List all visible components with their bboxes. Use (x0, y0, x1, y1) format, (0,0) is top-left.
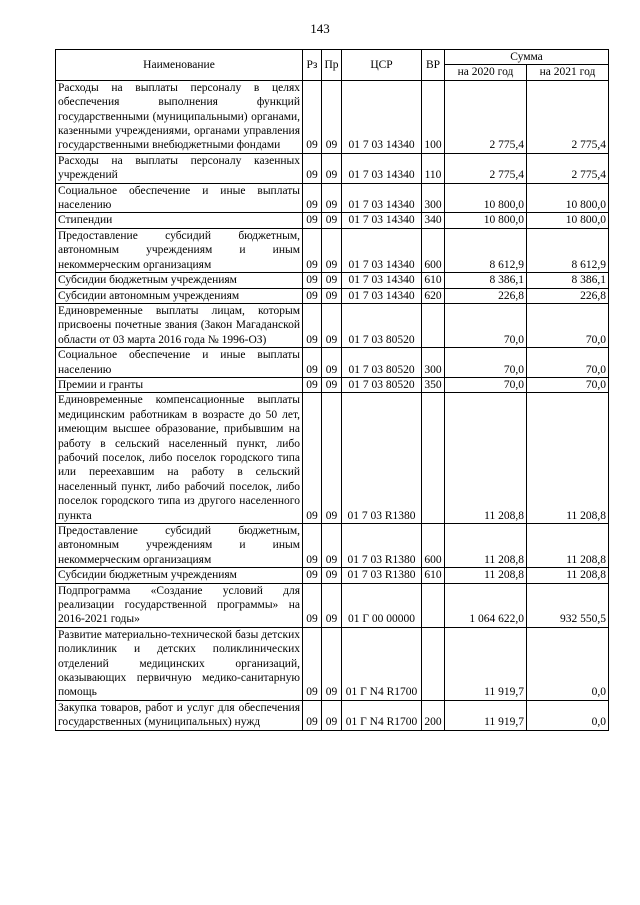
header-year-2021: на 2021 год (527, 65, 609, 80)
row-csr: 01 7 03 14340 (342, 288, 422, 303)
row-rz: 09 (303, 228, 322, 272)
row-sum-2020: 70,0 (445, 303, 527, 347)
row-sum-2021: 0,0 (527, 700, 609, 730)
table-row (56, 583, 609, 627)
row-vr: 300 (422, 183, 445, 213)
row-vr: 600 (422, 524, 445, 568)
row-vr: 600 (422, 228, 445, 272)
row-name: Социальное обеспечение и иные выплаты населению (56, 183, 303, 213)
table-row (56, 627, 609, 700)
row-sum-2021: 11 208,8 (527, 393, 609, 524)
row-csr: 01 7 03 R1380 (342, 393, 422, 524)
row-csr: 01 7 03 80520 (342, 303, 422, 347)
table-row (56, 153, 609, 183)
row-name: Социальное обеспечение и иные выплаты населению (56, 348, 303, 378)
header-year-2020: на 2020 год (445, 65, 527, 80)
row-rz: 09 (303, 273, 322, 288)
row-vr (422, 627, 445, 700)
row-name: Предоставление субсидий бюджетным, автономным учреждениям и иным некоммерческим организациям (56, 524, 303, 568)
row-rz: 09 (303, 583, 322, 627)
row-vr: 200 (422, 700, 445, 730)
row-sum-2021: 10 800,0 (527, 213, 609, 228)
row-name: Стипендии (56, 213, 303, 228)
header-name: Наименование (56, 50, 303, 81)
table-row (56, 568, 609, 583)
row-pr: 09 (322, 700, 342, 730)
row-rz: 09 (303, 183, 322, 213)
header-sum: Сумма (445, 50, 609, 65)
row-sum-2020: 70,0 (445, 348, 527, 378)
row-rz: 09 (303, 700, 322, 730)
row-name: Расходы на выплаты персоналу в целях обеспечения выполнения функций государственными (муниципальными) органами, казенными учреждениями, органами управления государственными внебюджетными фондами (56, 80, 303, 153)
row-vr: 610 (422, 568, 445, 583)
table-row (56, 288, 609, 303)
table-row (56, 377, 609, 392)
row-sum-2021: 70,0 (527, 377, 609, 392)
row-sum-2021: 0,0 (527, 627, 609, 700)
row-csr: 01 Г 00 00000 (342, 583, 422, 627)
row-pr: 09 (322, 524, 342, 568)
row-name: Единовременные компенсационные выплаты медицинским работникам в возрасте до 50 лет, имеющим высшее образование, прибывшим на работу в сельский населенный пункт, либо рабочий поселок, либо поселок городского типа или переехавшим на работу в сельский населенный пункт, либо рабочий поселок, либо поселок городского типа из другого населенного пункта (56, 393, 303, 524)
row-name: Предоставление субсидий бюджетным, автономным учреждениям и иным некоммерческим организациям (56, 228, 303, 272)
row-sum-2021: 8 612,9 (527, 228, 609, 272)
row-sum-2021: 226,8 (527, 288, 609, 303)
table-row (56, 700, 609, 730)
row-name: Подпрограмма «Создание условий для реализации государственной программы» на 2016-2021 годы» (56, 583, 303, 627)
row-sum-2020: 226,8 (445, 288, 527, 303)
row-sum-2021: 11 208,8 (527, 524, 609, 568)
row-pr: 09 (322, 303, 342, 347)
row-csr: 01 7 03 R1380 (342, 524, 422, 568)
row-csr: 01 7 03 14340 (342, 153, 422, 183)
row-vr: 100 (422, 80, 445, 153)
row-sum-2020: 1 064 622,0 (445, 583, 527, 627)
table-row (56, 348, 609, 378)
row-pr: 09 (322, 288, 342, 303)
row-csr: 01 7 03 14340 (342, 80, 422, 153)
header-pr: Пр (322, 50, 342, 81)
row-sum-2021: 70,0 (527, 348, 609, 378)
row-sum-2020: 10 800,0 (445, 213, 527, 228)
row-sum-2021: 70,0 (527, 303, 609, 347)
row-pr: 09 (322, 377, 342, 392)
row-pr: 09 (322, 153, 342, 183)
row-sum-2020: 11 208,8 (445, 568, 527, 583)
row-vr (422, 393, 445, 524)
row-csr: 01 7 03 14340 (342, 183, 422, 213)
row-sum-2020: 11 208,8 (445, 393, 527, 524)
row-vr: 620 (422, 288, 445, 303)
row-csr: 01 7 03 R1380 (342, 568, 422, 583)
row-sum-2020: 11 919,7 (445, 627, 527, 700)
row-pr: 09 (322, 568, 342, 583)
row-name: Премии и гранты (56, 377, 303, 392)
table-row (56, 228, 609, 272)
row-csr: 01 7 03 14340 (342, 213, 422, 228)
row-pr: 09 (322, 583, 342, 627)
row-sum-2021: 2 775,4 (527, 153, 609, 183)
row-rz: 09 (303, 213, 322, 228)
row-csr: 01 7 03 80520 (342, 348, 422, 378)
row-vr (422, 303, 445, 347)
row-name: Субсидии бюджетным учреждениям (56, 273, 303, 288)
table-row (56, 273, 609, 288)
budget-table (55, 49, 609, 731)
row-rz: 09 (303, 377, 322, 392)
row-sum-2020: 70,0 (445, 377, 527, 392)
row-rz: 09 (303, 348, 322, 378)
row-sum-2020: 2 775,4 (445, 80, 527, 153)
header-vr: ВР (422, 50, 445, 81)
header-rz: Рз (303, 50, 322, 81)
row-name: Развитие материально-технической базы детских поликлиник и детских поликлинических отделений медицинских организаций, оказывающих первичную медико-санитарную помощь (56, 627, 303, 700)
table-row (56, 393, 609, 524)
row-pr: 09 (322, 348, 342, 378)
row-rz: 09 (303, 524, 322, 568)
row-name: Субсидии автономным учреждениям (56, 288, 303, 303)
row-csr: 01 Г N4 R1700 (342, 627, 422, 700)
row-sum-2020: 10 800,0 (445, 183, 527, 213)
row-vr: 350 (422, 377, 445, 392)
row-pr: 09 (322, 183, 342, 213)
row-name: Расходы на выплаты персоналу казенных учреждений (56, 153, 303, 183)
row-sum-2020: 8 386,1 (445, 273, 527, 288)
row-csr: 01 7 03 14340 (342, 273, 422, 288)
row-sum-2021: 2 775,4 (527, 80, 609, 153)
row-rz: 09 (303, 393, 322, 524)
row-sum-2020: 8 612,9 (445, 228, 527, 272)
row-pr: 09 (322, 627, 342, 700)
row-rz: 09 (303, 303, 322, 347)
row-sum-2021: 10 800,0 (527, 183, 609, 213)
row-sum-2021: 11 208,8 (527, 568, 609, 583)
row-rz: 09 (303, 80, 322, 153)
table-row (56, 524, 609, 568)
row-pr: 09 (322, 228, 342, 272)
row-vr (422, 583, 445, 627)
row-rz: 09 (303, 627, 322, 700)
row-rz: 09 (303, 153, 322, 183)
row-name: Закупка товаров, работ и услуг для обеспечения государственных (муниципальных) нужд (56, 700, 303, 730)
row-vr: 610 (422, 273, 445, 288)
row-sum-2020: 11 919,7 (445, 700, 527, 730)
row-csr: 01 7 03 14340 (342, 228, 422, 272)
row-pr: 09 (322, 273, 342, 288)
table-row (56, 213, 609, 228)
row-pr: 09 (322, 80, 342, 153)
row-vr: 300 (422, 348, 445, 378)
row-sum-2020: 11 208,8 (445, 524, 527, 568)
row-sum-2021: 8 386,1 (527, 273, 609, 288)
header-csr: ЦСР (342, 50, 422, 81)
row-pr: 09 (322, 213, 342, 228)
row-rz: 09 (303, 288, 322, 303)
row-name: Субсидии бюджетным учреждениям (56, 568, 303, 583)
row-vr: 340 (422, 213, 445, 228)
row-vr: 110 (422, 153, 445, 183)
table-row (56, 80, 609, 153)
row-name: Единовременные выплаты лицам, которым присвоены почетные звания (Закон Магаданской области от 03 марта 2016 года № 1996-ОЗ) (56, 303, 303, 347)
table-row (56, 183, 609, 213)
row-sum-2020: 2 775,4 (445, 153, 527, 183)
row-rz: 09 (303, 568, 322, 583)
row-pr: 09 (322, 393, 342, 524)
row-csr: 01 7 03 80520 (342, 377, 422, 392)
page-number: 143 (310, 21, 330, 36)
table-row (56, 303, 609, 347)
row-sum-2021: 932 550,5 (527, 583, 609, 627)
row-csr: 01 Г N4 R1700 (342, 700, 422, 730)
